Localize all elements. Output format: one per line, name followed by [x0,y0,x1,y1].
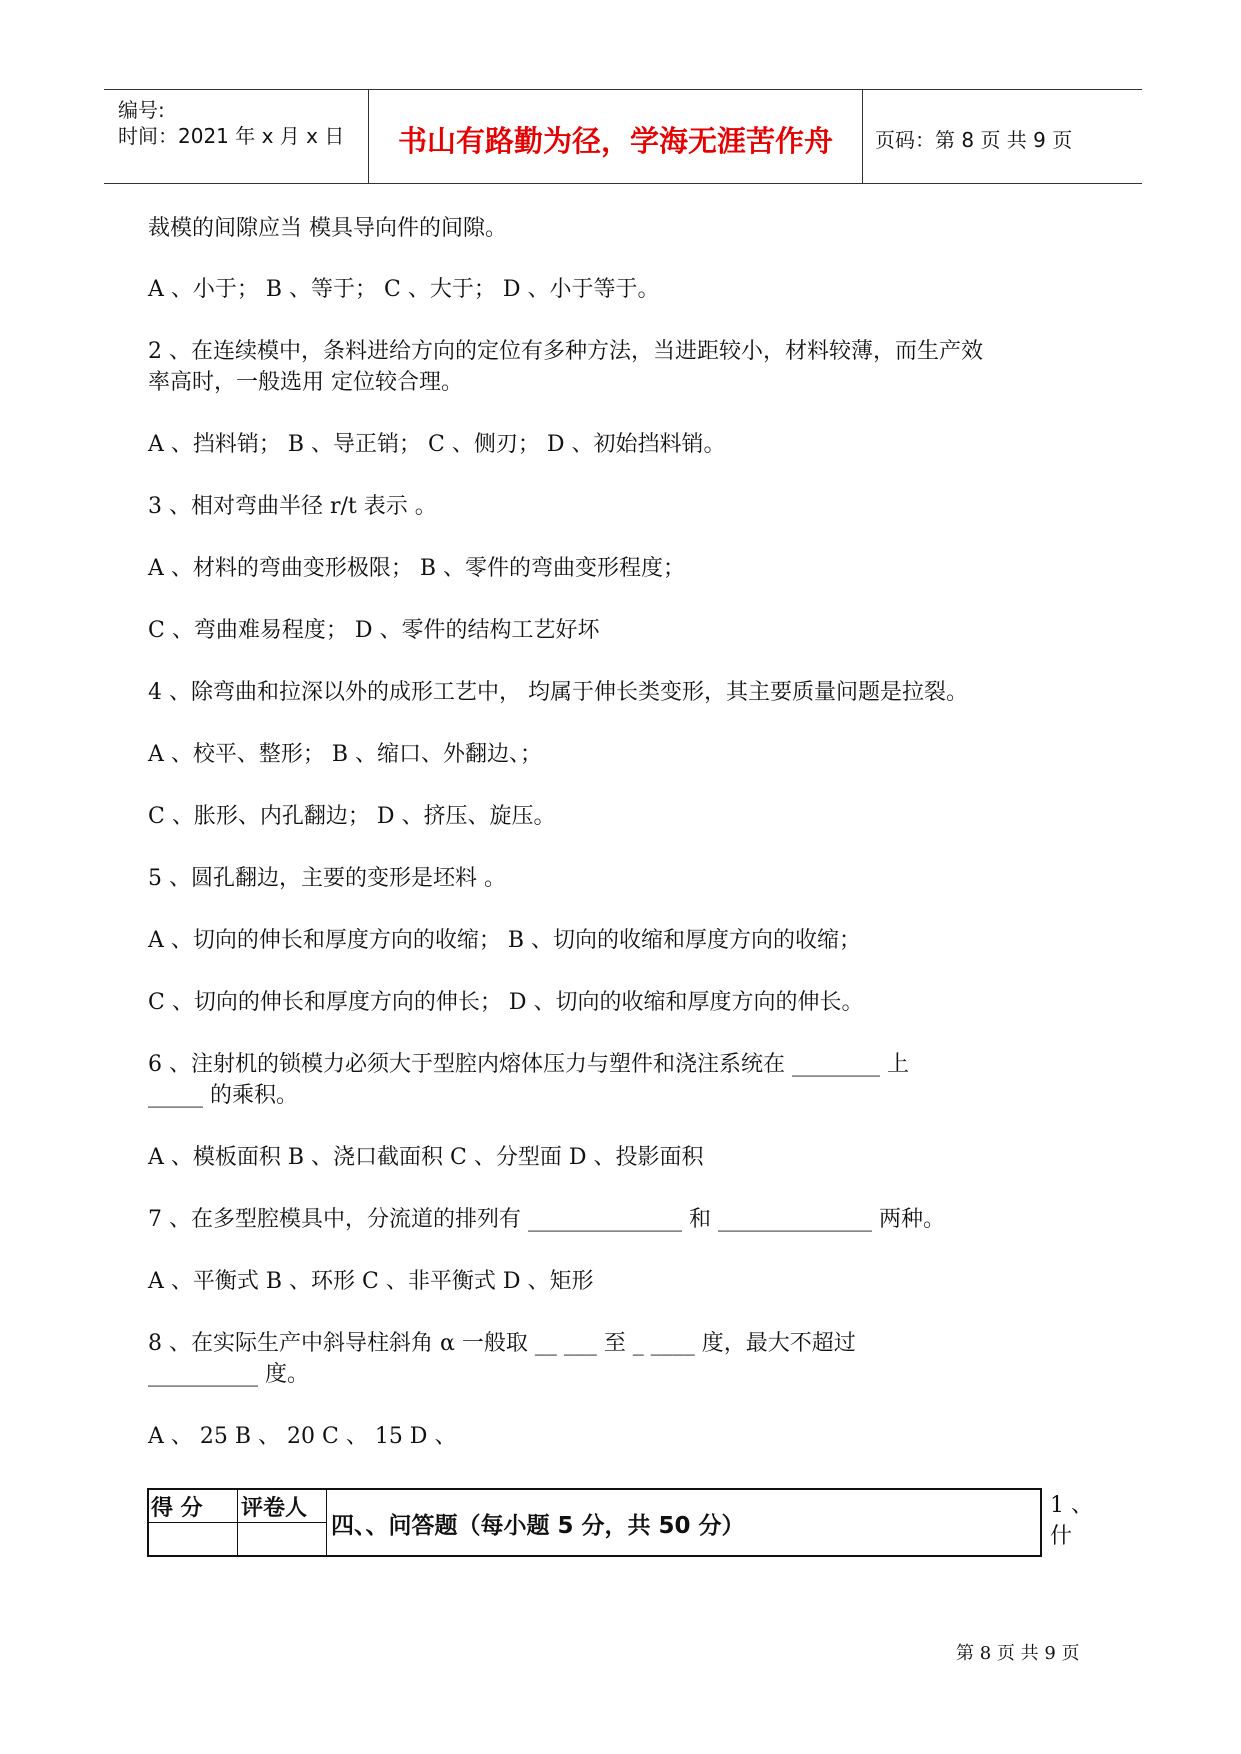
header-page-cell [863,90,1142,183]
answer-options: A 、模板面积 B 、浇口截面积 C 、分型面 D 、投影面积 [148,1145,704,1170]
page-header [104,89,1142,184]
question-line: _____ 的乘积。 [148,1083,298,1108]
side-note-line: 1 、 [1050,1493,1093,1518]
time-label: 时间：2021 年 x 月 x 日 [118,124,345,148]
answer-options: A 、校平、整形； B 、缩口、外翻边、； [148,742,543,767]
table-divider [149,1522,327,1523]
question-line: 7 、在多型腔模具中，分流道的排列有 ______________ 和 ______________ 两种。 [148,1207,945,1232]
answer-options: A 、 25 B 、 20 C 、 15 D 、 [148,1424,457,1449]
score-table [147,1488,1042,1557]
answer-options: C 、胀形、内孔翻边； D 、挤压、旋压。 [148,804,556,829]
page-footer: 第 8 页 共 9 页 [956,1643,1080,1664]
question-line: __________ 度。 [148,1362,309,1387]
answer-options: C 、弯曲难易程度； D 、零件的结构工艺好坏 [148,618,600,643]
answer-options: A 、挡料销； B 、导正销； C 、侧刃； D 、初始挡料销。 [148,432,726,457]
motto: 书山有路勤为径，学海无涯苦作舟 [397,124,833,158]
header-meta-cell [104,90,369,183]
question-line: 8 、在实际生产中斜导柱斜角 α 一般取 __ ___ 至 _ ____ 度，最大不超过 [148,1331,856,1356]
side-note [1050,1490,1093,1552]
score-label: 得 分 [151,1496,203,1521]
side-note-line: 什 [1050,1524,1073,1549]
answer-options: C 、切向的伸长和厚度方向的伸长； D 、切向的收缩和厚度方向的伸长。 [148,990,864,1015]
section-title: 四、、问答题（每小题 5 分，共 50 分） [331,1513,745,1539]
question-line: 裁模的间隙应当 模具导向件的间隙。 [148,216,507,241]
serial-label: 编号: [118,98,165,122]
page-info: 页码：第 8 页 共 9 页 [875,128,1073,152]
question-line: 5 、圆孔翻边，主要的变形是坯料 。 [148,866,506,891]
grader-label: 评卷人 [241,1496,308,1521]
question-line: 6 、注射机的锁模力必须大于型腔内熔体压力与塑件和浇注系统在 ________ 上 [148,1052,909,1077]
question-line: 3 、相对弯曲半径 r/t 表示 。 [148,494,437,519]
answer-options: A 、切向的伸长和厚度方向的收缩； B 、切向的收缩和厚度方向的收缩； [148,928,862,953]
header-motto-cell [369,90,863,183]
answer-options: A 、材料的弯曲变形极限； B 、零件的弯曲变形程度； [148,556,686,581]
answer-options: A 、平衡式 B 、环形 C 、非平衡式 D 、矩形 [148,1269,594,1294]
question-line: 2 、在连续模中，条料进给方向的定位有多种方法，当进距较小，材料较薄，而生产效 [148,339,983,364]
question-line: 率高时，一般选用 定位较合理。 [148,370,463,395]
question-line: 4 、除弯曲和拉深以外的成形工艺中， 均属于伸长类变形，其主要质量问题是拉裂。 [148,680,968,705]
answer-options: A 、小于； B 、等于； C 、大于； D 、小于等于。 [148,277,660,302]
